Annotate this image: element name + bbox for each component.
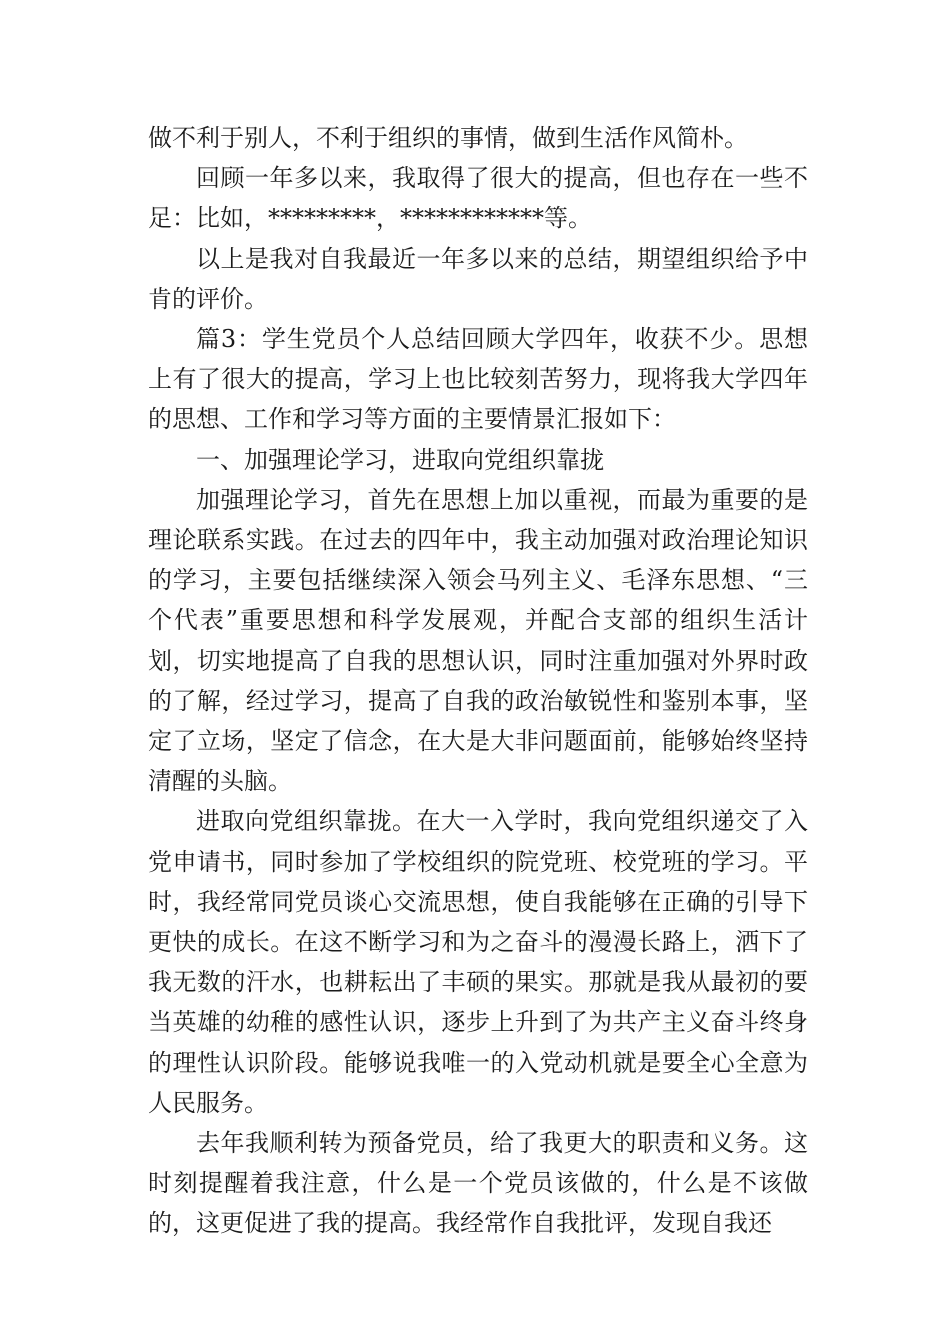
paragraph-2: 回顾一年多以来，我取得了很大的提高，但也存在一些不足：比如，*********，************等。 (148, 164, 808, 233)
section-heading: 一、加强理论学习，进取向党组织靠拢 (196, 445, 604, 474)
paragraph-7: 进取向党组织靠拢。在大一入学时，我向党组织递交了入党申请书，同时参加了学校组织的院党班、校党班的学习。平时，我经常同党员谈心交流思想，使自我能够在正确的引导下更快的成长。在这不断学习和为之奋斗的漫漫长路上，洒下了我无数的汗水，也耕耘出了丰硕的果实。那就是我从最初的要当英雄的幼稚的感性认识，逐步上升到了为共产主义奋斗终身的理性认识阶段。能够说我唯一的入党动机就是要全心全意为人民服务。 (148, 807, 808, 1117)
document-body (148, 118, 808, 1244)
paragraph-1: 做不利于别人，不利于组织的事情，做到生活作风简朴。 (148, 124, 748, 152)
paragraph-6: 加强理论学习，首先在思想上加以重视，而最为重要的是理论联系实践。在过去的四年中，我主动加强对政治理论知识的学习，主要包括继续深入领会马列主义、毛泽东思想、“三个代表”重要思想和科学发展观，并配合支部的组织生活计划，切实地提高了自我的思想认识，同时注重加强对外界时政的了解，经过学习，提高了自我的政治敏锐性和鉴别本事，坚定了立场，坚定了信念，在大是大非问题面前，能够始终坚持清醒的头脑。 (148, 485, 808, 796)
paragraph-3: 以上是我对自我最近一年多以来的总结，期望组织给予中肯的评价。 (148, 244, 808, 313)
paragraph-8: 去年我顺利转为预备党员，给了我更大的职责和义务。这时刻提醒着我注意，什么是一个党员该做的，什么是不该做的，这更促进了我的提高。我经常作自我批评，发现自我还 (148, 1129, 808, 1238)
paragraph-4: 篇3：学生党员个人总结回顾大学四年，收获不少。思想上有了很大的提高，学习上也比较刻苦努力，现将我大学四年的思想、工作和学习等方面的主要情景汇报如下： (148, 325, 808, 434)
